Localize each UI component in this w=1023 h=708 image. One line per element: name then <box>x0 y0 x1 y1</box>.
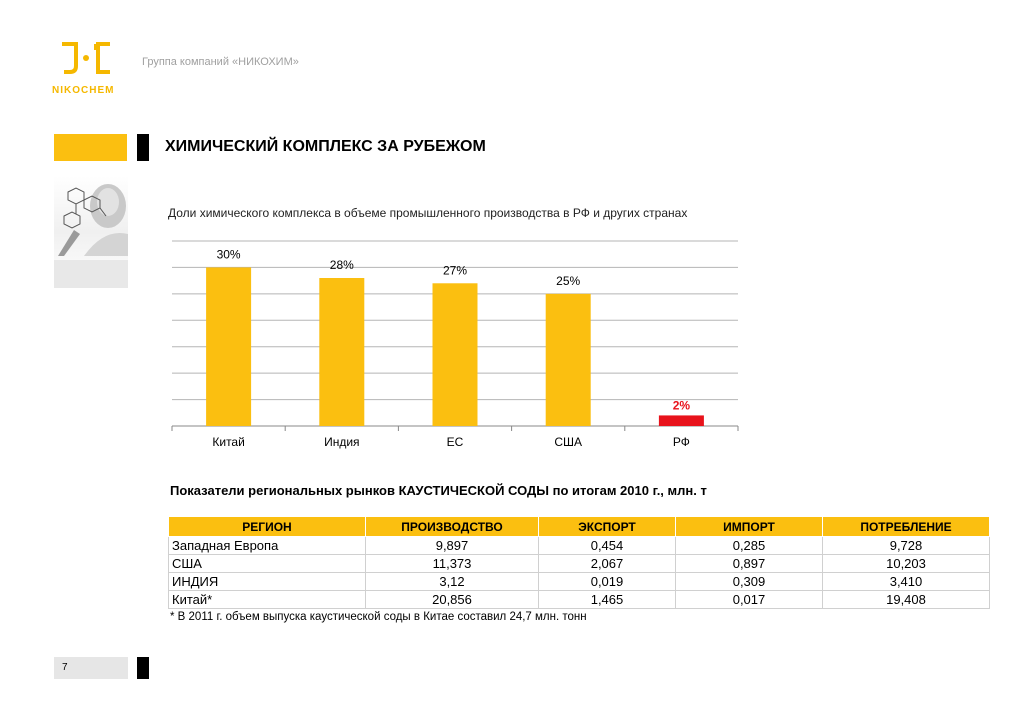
cell-production: 9,897 <box>366 537 539 555</box>
data-label: 28% <box>329 258 354 272</box>
col-header-region: РЕГИОН <box>169 517 366 537</box>
cell-production: 3,12 <box>366 573 539 591</box>
cell-import: 0,017 <box>676 591 823 609</box>
data-label: 2% <box>672 398 691 413</box>
data-label: 27% <box>442 263 468 278</box>
cell-production: 11,373 <box>366 555 539 573</box>
category-label: Индия <box>324 435 360 449</box>
chart-svg <box>168 236 744 456</box>
company-logo <box>52 40 132 100</box>
cell-region: ИНДИЯ <box>169 573 366 591</box>
cell-consumption: 3,410 <box>823 573 990 591</box>
bar-4 <box>659 415 704 426</box>
chemist-image <box>54 176 128 288</box>
cell-export: 0,019 <box>539 573 676 591</box>
col-header-consumption: ПОТРЕБЛЕНИЕ <box>823 517 990 537</box>
logo-mark-icon <box>52 40 122 80</box>
logo-text: NIKOCHEM <box>52 85 115 96</box>
table-title: Показатели региональных рынков КАУСТИЧЕСКОЙ СОДЫ по итогам 2010 г., млн. т <box>170 483 707 498</box>
table-row <box>169 555 990 573</box>
cell-export: 0,454 <box>539 537 676 555</box>
data-label: 30% <box>216 247 241 262</box>
bar-0 <box>206 267 251 426</box>
cell-region: Западная Европа <box>169 537 366 555</box>
cell-import: 0,309 <box>676 573 823 591</box>
bar-2 <box>433 283 478 426</box>
cell-consumption: 9,728 <box>823 537 990 555</box>
chart-caption: Доли химического комплекса в объеме промышленного производства в РФ и других странах <box>168 206 688 220</box>
data-label: 25% <box>556 273 581 288</box>
cell-export: 1,465 <box>539 591 676 609</box>
table-row <box>169 591 990 609</box>
bar-chart <box>168 236 744 456</box>
table-header-row <box>169 517 990 537</box>
cell-consumption: 19,408 <box>823 591 990 609</box>
table-row <box>169 537 990 555</box>
caustic-soda-table <box>168 516 990 609</box>
category-label: Китай <box>212 435 245 449</box>
footer-marker <box>137 657 149 679</box>
bar-3 <box>546 294 591 426</box>
cell-region: США <box>169 555 366 573</box>
cell-consumption: 10,203 <box>823 555 990 573</box>
col-header-production: ПРОИЗВОДСТВО <box>366 517 539 537</box>
cell-import: 0,897 <box>676 555 823 573</box>
bar-1 <box>319 278 364 426</box>
table-footnote: * В 2011 г. объем выпуска каустической соды в Китае составил 24,7 млн. тонн <box>170 611 587 623</box>
cell-production: 20,856 <box>366 591 539 609</box>
category-label: США <box>554 435 583 449</box>
title-marker <box>137 134 149 161</box>
table-row <box>169 573 990 591</box>
page-number: 7 <box>62 662 68 673</box>
category-label: РФ <box>672 435 690 449</box>
cell-region: Китай* <box>169 591 366 609</box>
category-label: ЕС <box>446 435 464 449</box>
cell-export: 2,067 <box>539 555 676 573</box>
col-header-import: ИМПОРТ <box>676 517 823 537</box>
title-accent-bar <box>54 134 127 161</box>
page-title: ХИМИЧЕСКИЙ КОМПЛЕКС ЗА РУБЕЖОМ <box>165 138 486 155</box>
cell-import: 0,285 <box>676 537 823 555</box>
group-name: Группа компаний «НИКОХИМ» <box>142 56 299 68</box>
col-header-export: ЭКСПОРТ <box>539 517 676 537</box>
